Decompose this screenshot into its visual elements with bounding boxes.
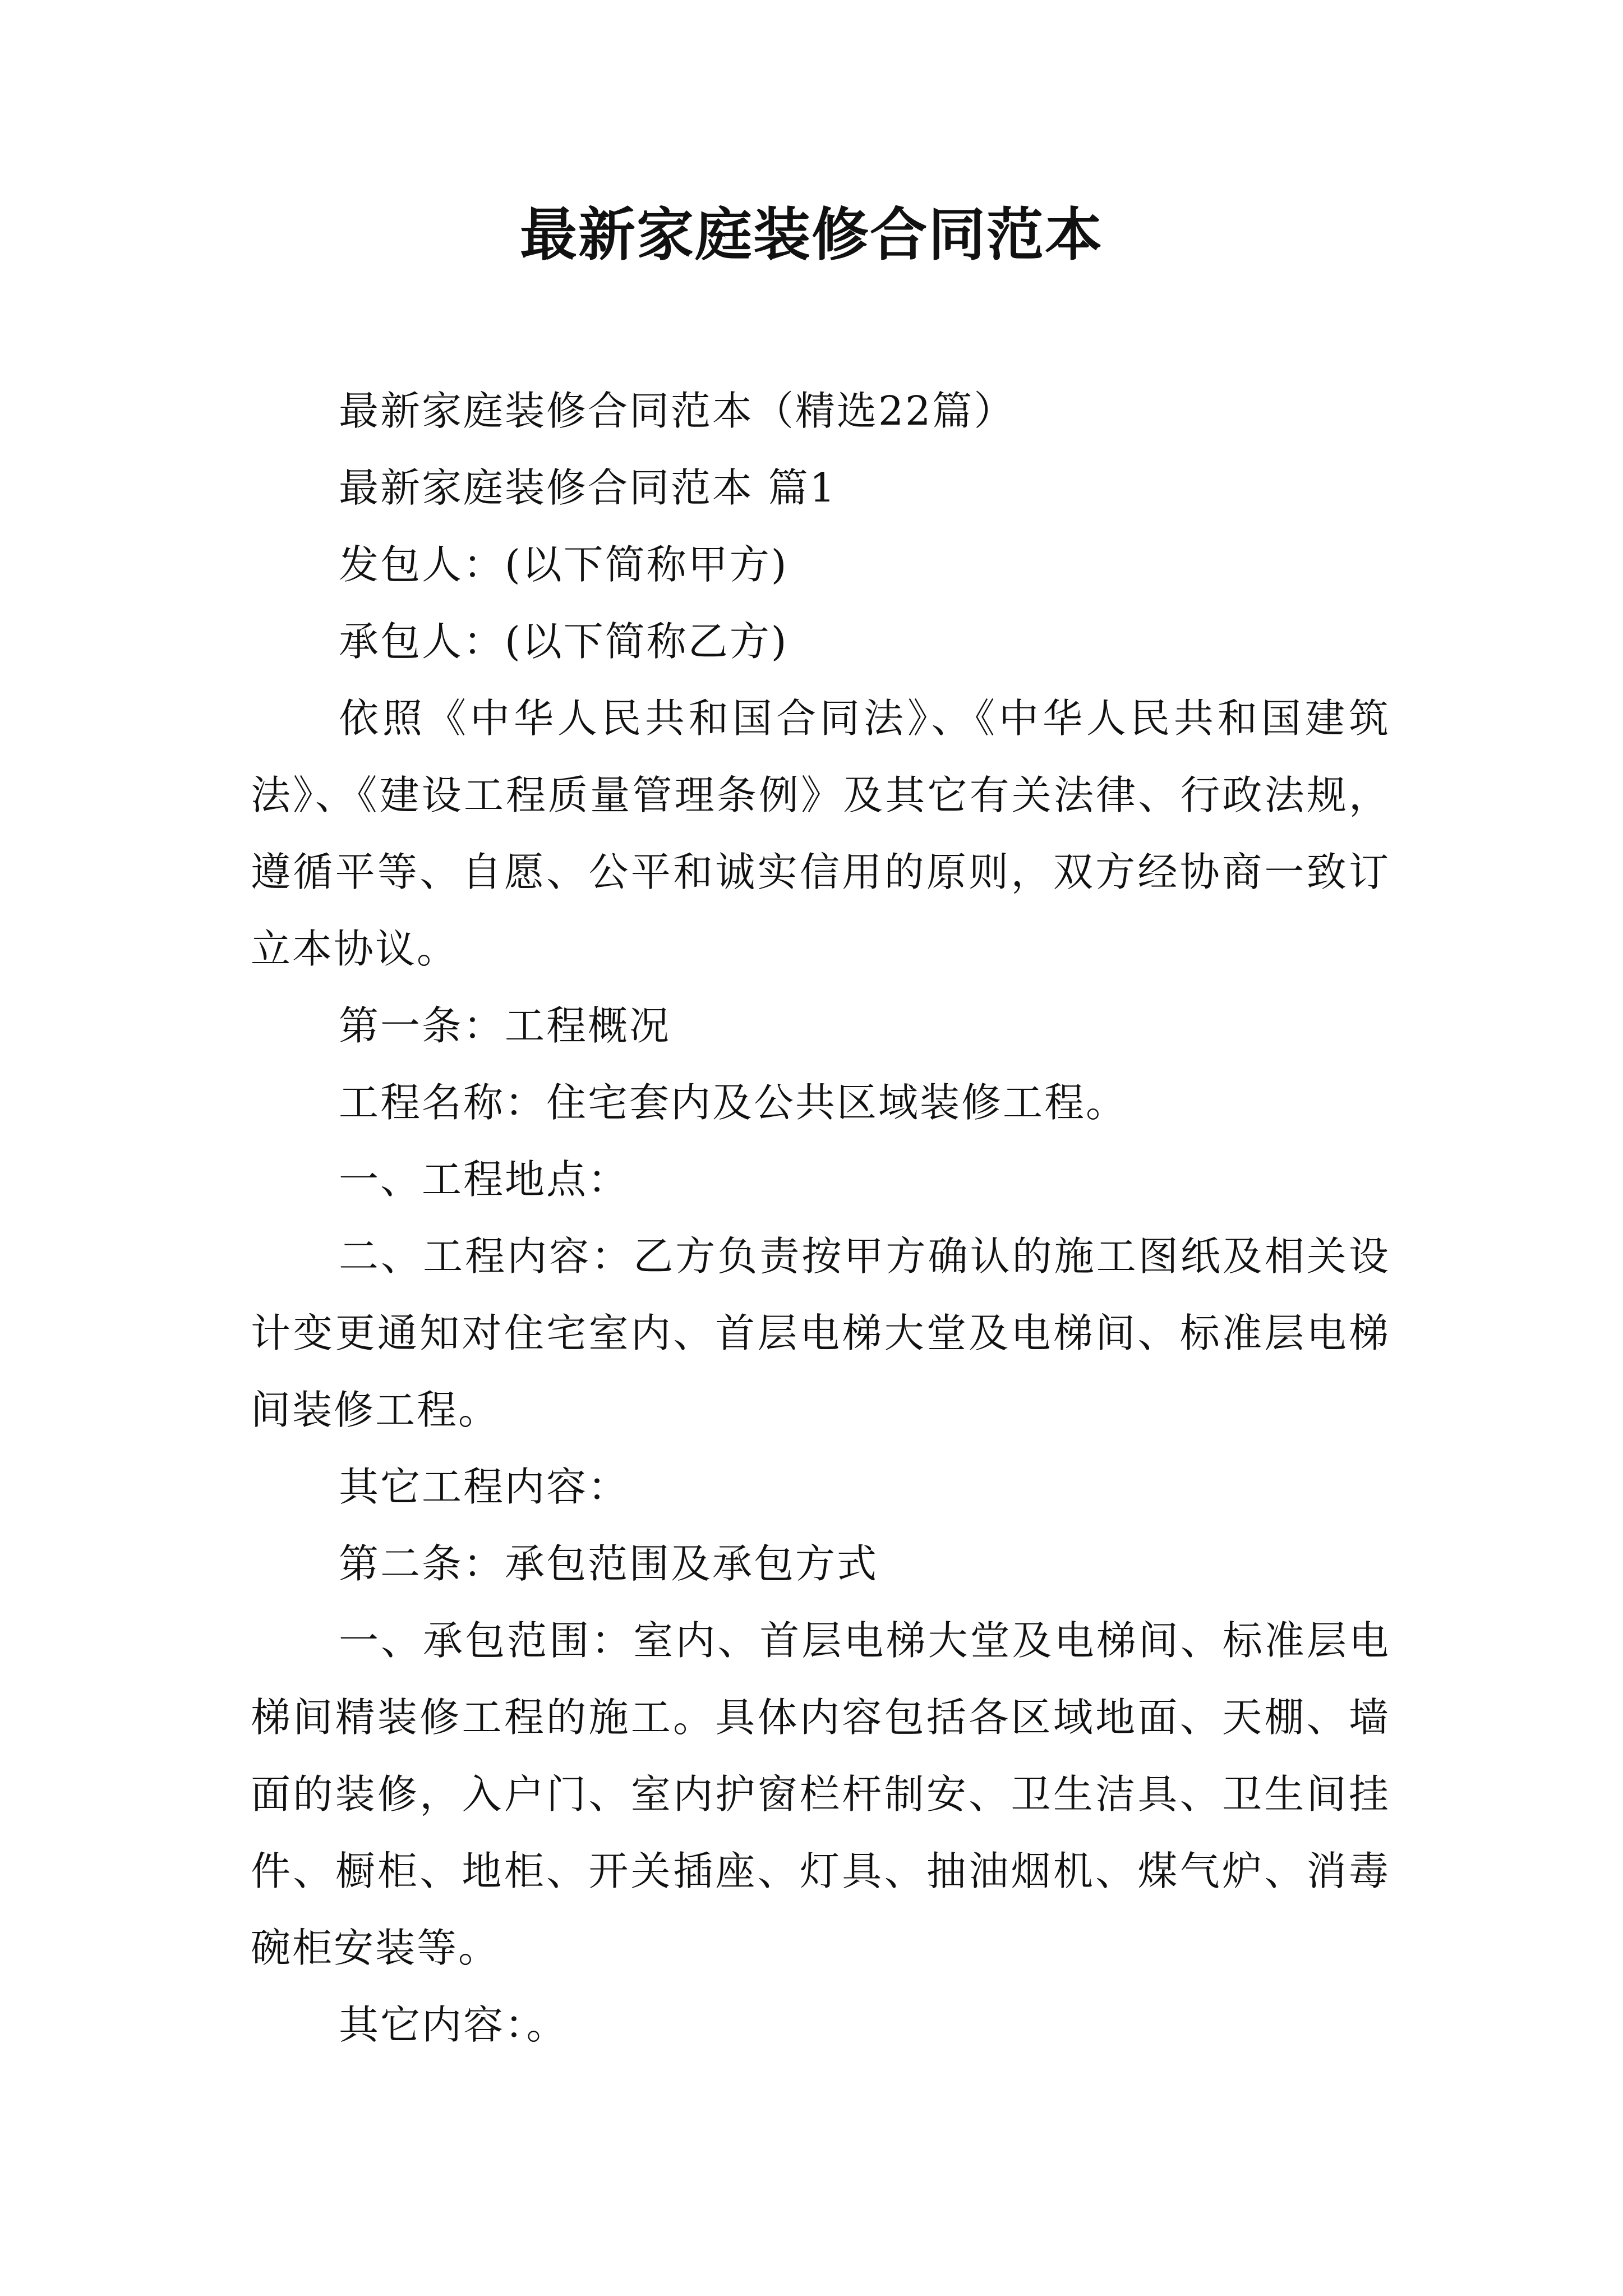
paragraph-subtitle: 最新家庭装修合同范本（精选22篇）: [339, 388, 1016, 434]
document-body: [251, 372, 1390, 2063]
paragraph-preamble: 依照《中华人民共和国合同法》、《中华人民共和国建筑法》、《建设工程质量管理条例》及其它有关法律、行政法规，遵循平等、自愿、公平和诚实信用的原则，双方经协商一致订立本协议。: [251, 695, 1390, 972]
document-title: 最新家庭装修合同范本: [520, 202, 1103, 269]
paragraph-section-heading: 最新家庭装修合同范本 篇1: [339, 464, 837, 511]
paragraph-project-name: 工程名称：住宅套内及公共区域装修工程。: [339, 1079, 1128, 1126]
paragraph-other-project-content: 其它工程内容：: [339, 1464, 630, 1510]
paragraph-party-b: 承包人：(以下简称乙方): [339, 618, 789, 665]
paragraph-project-location: 一、工程地点：: [339, 1156, 630, 1203]
paragraph-project-content: 二、工程内容：乙方负责按甲方确认的施工图纸及相关设计变更通知对住宅室内、首层电梯大堂及电梯间、标准层电梯间装修工程。: [251, 1233, 1390, 1433]
paragraph-article-1-heading: 第一条：工程概况: [339, 1002, 671, 1049]
paragraph-other-content: 其它内容：。: [339, 2001, 568, 2048]
paragraph-contract-scope: 一、承包范围：室内、首层电梯大堂及电梯间、标准层电梯间精装修工程的施工。具体内容包括各区域地面、天棚、墙面的装修，入户门、室内护窗栏杆制安、卫生洁具、卫生间挂件、橱柜、地柜、开关插座、灯具、抽油烟机、煤气炉、消毒碗柜安装等。: [251, 1617, 1390, 1971]
paragraph-article-2-heading: 第二条：承包范围及承包方式: [339, 1540, 879, 1587]
paragraph-party-a: 发包人：(以下简称甲方): [339, 541, 789, 588]
